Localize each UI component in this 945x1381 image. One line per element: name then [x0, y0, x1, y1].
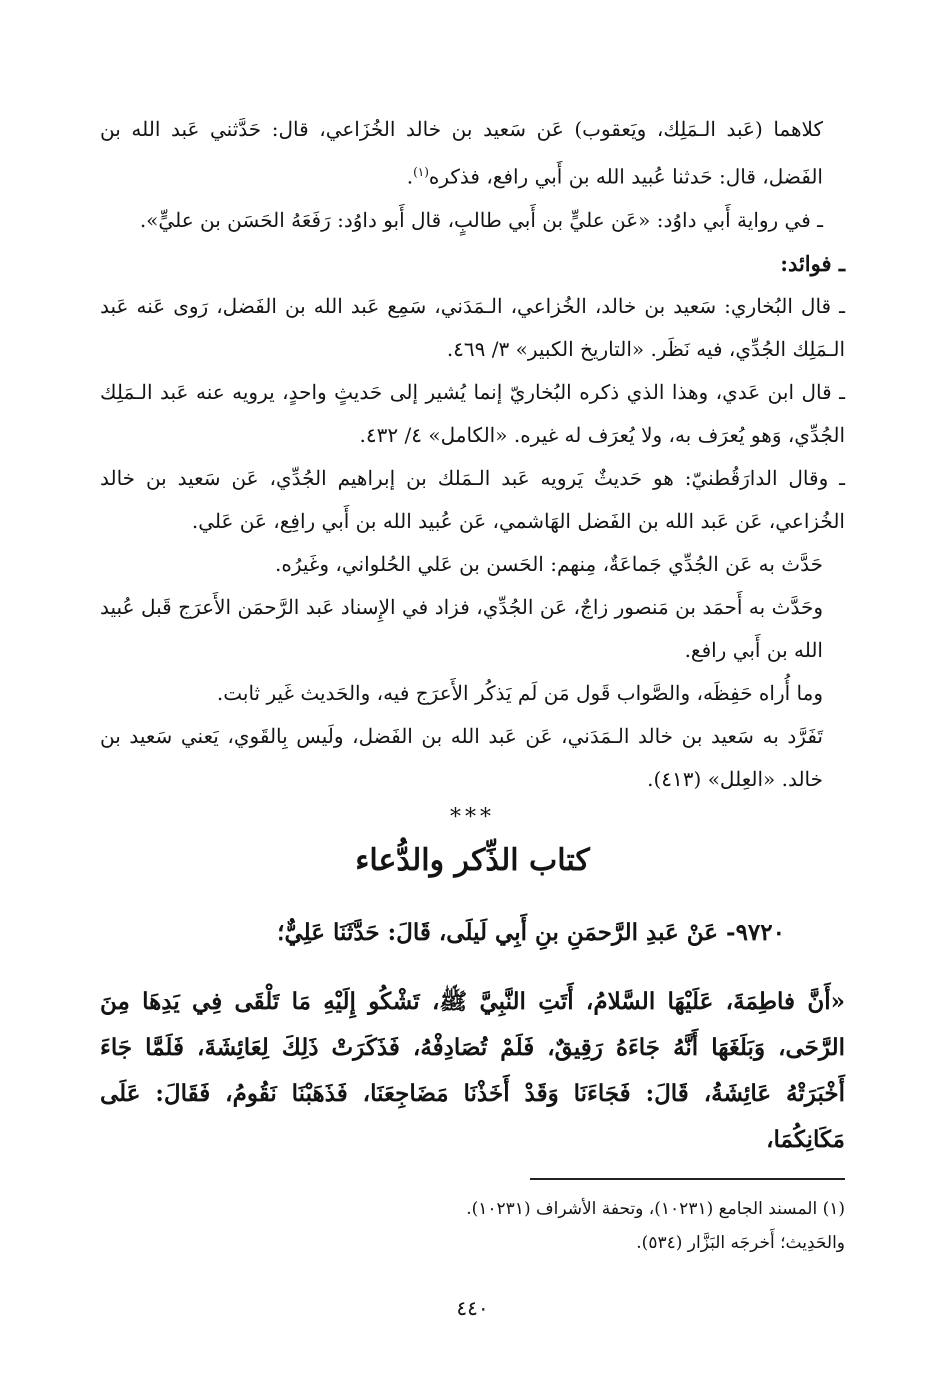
paragraph-8: وما أُراه حَفِظَه، والصَّواب قَول مَن لَم يَذكُر الأَعرَج فيه، والحَديث غَير ثابت. [216, 680, 823, 705]
main-text [100, 108, 845, 1186]
footnote-ref: (١) [413, 165, 429, 179]
hadith-number: ٩٧٢٠- [726, 918, 785, 946]
benefits-heading: ـ فوائد: [780, 250, 845, 276]
section-separator: *** [450, 804, 495, 830]
hadith-isnad: عَنْ عَبدِ الرَّحمَنِ بنِ أَبِي لَيلَى، قَالَ: حَدَّثَنَا عَلِيٌّ؛ [277, 918, 719, 946]
paragraph-2: ـ في رواية أَبي داوُد: «عَن عليٍّ بن أَبي طالبٍ، قال أَبو داوُد: رَفَعَهُ الحَسَن بن عليٍّ». [139, 207, 823, 232]
page-number: ٤٤٠ [456, 1296, 489, 1320]
paragraph-6: حَدَّث به عَن الجُدِّي جَماعَةٌ، مِنهم: الحَسن بن عَلي الحُلواني، وغَيرُه. [275, 551, 823, 576]
hadith-heading [100, 910, 845, 956]
paragraph-7: وحَدَّث به أَحمَد بن مَنصور زاجٌ، عَن الجُدِّي، فزاد في الإِسناد عَبد الرَّحمَن الأَعرَج قَبل عُبيد الله بن أَبي رافع. [100, 594, 823, 662]
paragraph-1: كلاهما (عَبد الـمَلِك، ويَعقوب) عَن سَعيد بن خالد الخُزَاعي، قال: حَدَّثني عَبد الله بن الفَضل، قال: حَدثنا عُبيد الله بن أَبي رافع، فذكره$^{(١)}$. [100, 117, 823, 189]
paragraph-3: ـ قال البُخاري: سَعيد بن خالد، الخُزاعي، الـمَدَني، سَمِع عَبد الله بن الفَضل، رَوى عَنه عَبد الـمَلِك الجُدِّي، فيه نَظَر. «التاريخ الكبير» ٣/ ٤٦٩. [100, 293, 845, 361]
footnote-2: والحَدِيث؛ أَخرجَه البَزَّار (٥٣٤). [636, 1233, 845, 1253]
footnotes [100, 1192, 845, 1260]
paragraph-5: ـ وقال الدارَقُطنيّ: هو حَديثٌ يَرويه عَبد الـمَلك بن إبراهيم الجُدِّي، عَن سَعيد بن خالد الخُزاعي، عَن عَبد الله بن الفَضل الهَاشمي، عَن عُبيد الله بن أَبي رافِع، عَن عَلي. [100, 465, 845, 533]
footnote-1: (١) المسند الجامع (١٠٢٣١)، وتحفة الأشراف (١٠٢٣١). [466, 1199, 845, 1219]
hadith-text: «أَنَّ فاطِمَةَ، عَلَيْهَا السَّلامُ، أَتَتِ النَّبِيَّ ﷺ، تَشْكُو إِلَيْهِ مَا تَلْقَى فِي يَدِهَا مِنَ الرَّحَى، وَبَلَغَهَا أَنَّهُ جَاءَهُ رَقِيقٌ، فَلَمْ تُصَادِفْهُ، فَذَكَرَتْ ذَلِكَ لِعَائِشَةَ، فَلَمَّا جَاءَ أَخْبَرَتْهُ عَائِشَةُ، قَالَ: فَجَاءَنَا وَقَدْ أَخَذْنَا مَضَاجِعَنَا، فَذَهَبْنَا نَقُومُ، فَقَالَ: عَلَى مَكَانِكُمَا، [100, 987, 845, 1153]
paragraph-4: ـ قال ابن عَدي، وهذا الذي ذكره البُخاريّ إنما يُشير إلى حَديثٍ واحدٍ، يرويه عنه عَبد الـمَلِك الجُدِّي، وَهو يُعرَف به، ولا يُعرَف له غيره. «الكامل» ٤/ ٤٣٢. [100, 379, 845, 447]
footnote-divider [530, 1178, 845, 1180]
chapter-title: كتاب الذِّكر والدُّعاء [355, 842, 590, 878]
paragraph-9: تَفَرَّد به سَعيد بن خالد الـمَدَني، عَن عَبد الله بن الفَضل، ولَيس بِالقَوي، يَعني سَعيد بن خالد. «العِلل» (٤١٣). [100, 723, 823, 791]
